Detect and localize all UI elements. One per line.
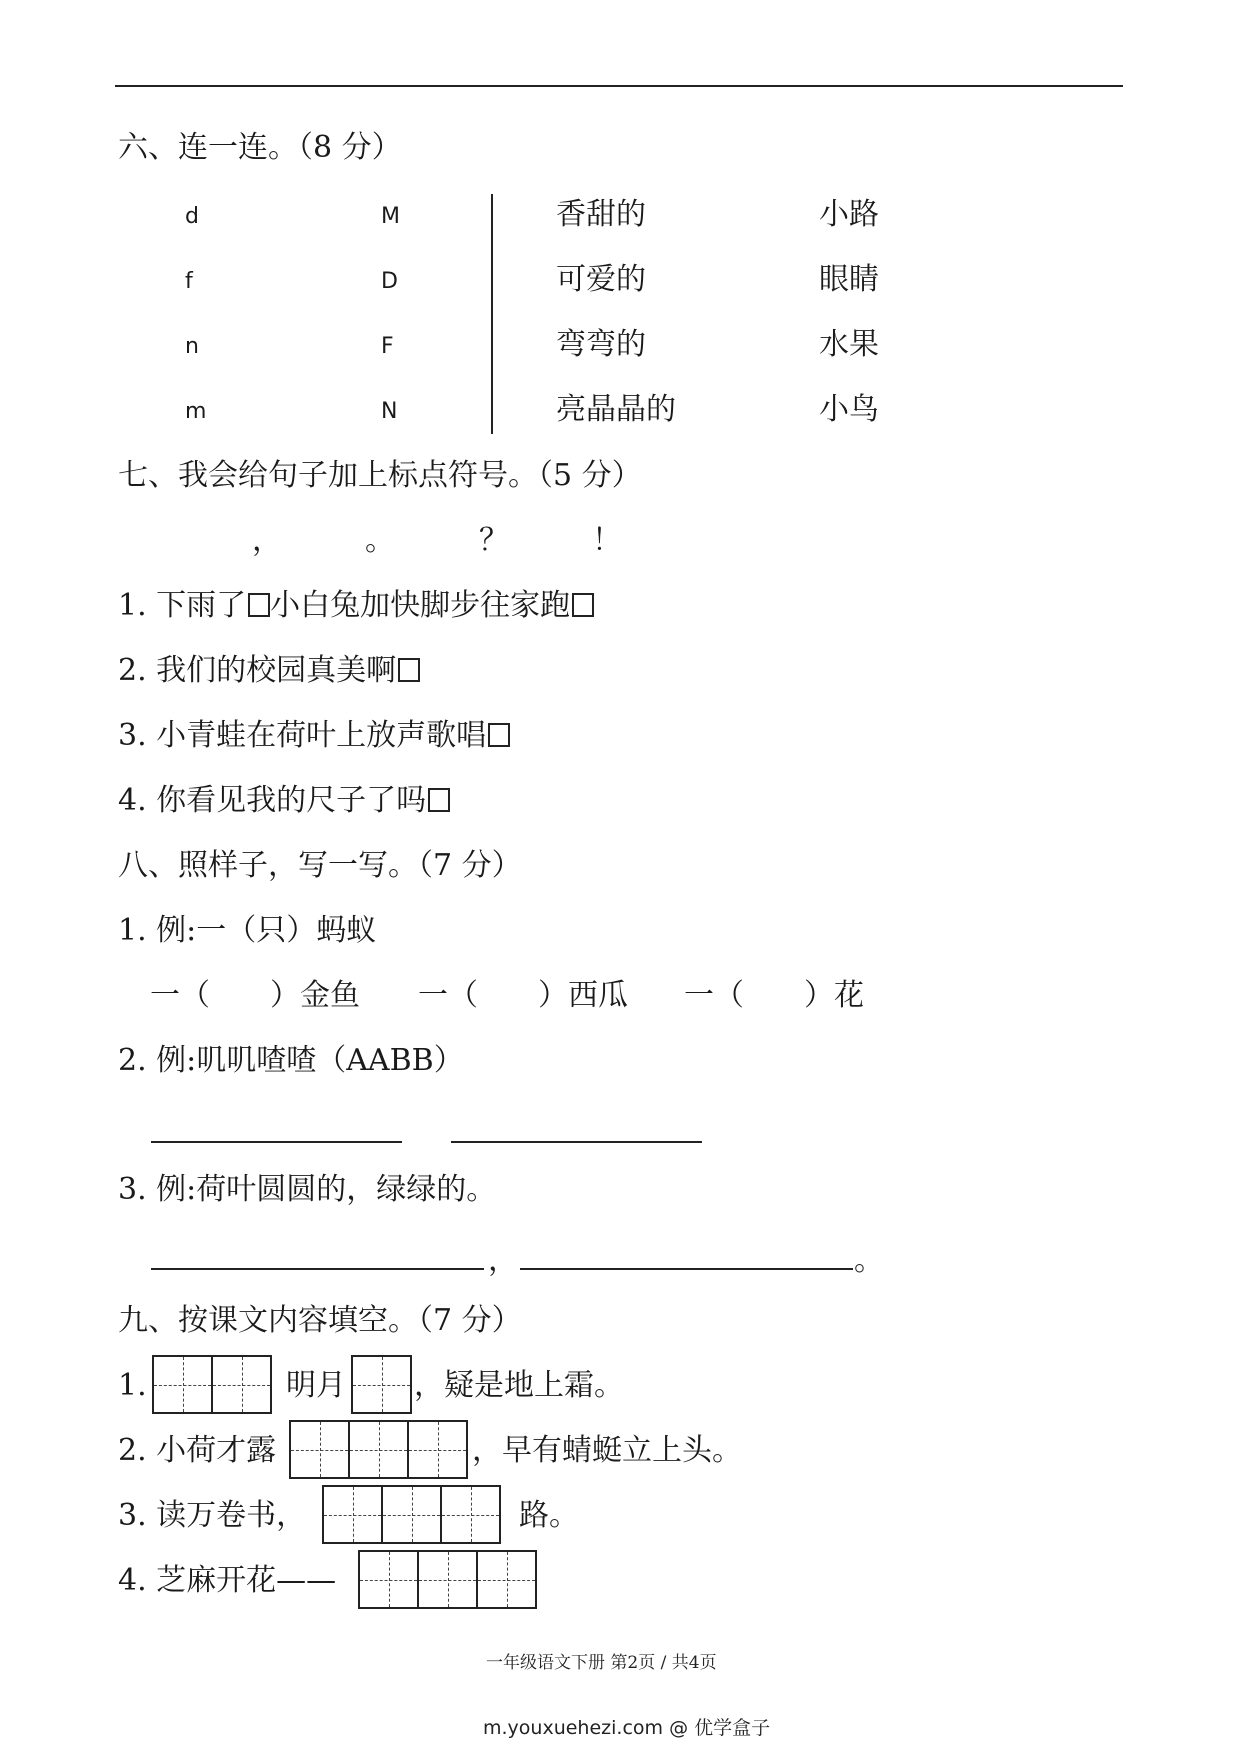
adjective: 弯弯的 — [556, 327, 646, 362]
tianzige-grid[interactable] — [322, 1485, 501, 1544]
fill-q4-start: 4. 芝麻开花—— — [118, 1563, 337, 1598]
measure-blank-goldfish[interactable]: 一（ ）金鱼 — [150, 978, 360, 1013]
letter-lower: m — [185, 399, 207, 424]
adjective: 可爱的 — [556, 262, 646, 297]
fill-q1-end: ，疑是地上霜。 — [414, 1368, 624, 1403]
measure-blank-watermelon[interactable]: 一（ ）西瓜 — [418, 978, 628, 1013]
adjective: 香甜的 — [556, 197, 646, 232]
section7-title: 七、我会给句子加上标点符号。（5 分） — [118, 458, 642, 493]
example-3: 3. 例:荷叶圆圆的，绿绿的。 — [118, 1172, 497, 1207]
answer-line[interactable] — [151, 1268, 484, 1270]
fill-q3-start: 3. 读万卷书， — [118, 1498, 307, 1533]
fill-q2-start: 2. 小荷才露 — [118, 1433, 277, 1468]
punct-blank-box[interactable] — [398, 658, 420, 682]
adjective: 亮晶晶的 — [556, 392, 676, 427]
page-info: 一年级语文下册 第2页 / 共4页 — [486, 1653, 717, 1673]
example-1: 1. 例:一（只）蚂蚁 — [118, 913, 377, 948]
noun: 水果 — [819, 327, 879, 362]
tianzige-grid[interactable] — [351, 1355, 412, 1414]
letter-lower: d — [185, 204, 199, 229]
tianzige-grid[interactable] — [289, 1420, 468, 1479]
punct-blank-box[interactable] — [248, 593, 270, 617]
section8-title: 八、照样子，写一写。（7 分） — [118, 848, 522, 883]
fill-q1-mid: 明月 — [286, 1368, 346, 1403]
period-mark: 。 — [854, 1243, 884, 1278]
punct-blank-box[interactable] — [428, 788, 450, 812]
punct-question: ？ — [479, 523, 509, 558]
answer-line[interactable] — [520, 1268, 853, 1270]
section9-title: 九、按课文内容填空。（7 分） — [118, 1303, 522, 1338]
letter-upper: D — [381, 269, 398, 294]
section6-title: 六、连一连。（8 分） — [118, 130, 402, 165]
punct-exclaim: ！ — [592, 523, 622, 558]
punct-blank-box[interactable] — [572, 593, 594, 617]
answer-line[interactable] — [151, 1141, 402, 1143]
fill-q2-end: ，早有蜻蜓立上头。 — [472, 1433, 742, 1468]
letter-lower: n — [185, 334, 199, 359]
measure-blank-flower[interactable]: 一（ ）花 — [684, 978, 864, 1013]
tianzige-grid[interactable] — [152, 1355, 272, 1414]
punct-comma: ， — [252, 523, 282, 558]
site-brand: m.youxuehezi.com @ 优学盒子 — [483, 1717, 771, 1739]
punct-period: 。 — [365, 523, 395, 558]
column-divider — [491, 194, 493, 434]
sentence-2: 2. 我们的校园真美啊 — [118, 653, 420, 689]
top-rule — [115, 85, 1123, 87]
sentence-1: 1. 下雨了 小白兔加快脚步往家跑 — [118, 588, 594, 624]
answer-line[interactable] — [451, 1141, 702, 1143]
letter-lower: f — [185, 269, 193, 294]
letter-upper: N — [381, 399, 398, 424]
letter-upper: F — [381, 334, 394, 359]
fill-q3-end: 路。 — [519, 1498, 579, 1533]
tianzige-grid[interactable] — [358, 1550, 537, 1609]
fill-q1-number: 1. — [118, 1368, 147, 1403]
punct-blank-box[interactable] — [488, 723, 510, 747]
letter-upper: M — [381, 204, 400, 229]
noun: 小鸟 — [819, 392, 879, 427]
example-2: 2. 例:叽叽喳喳（AABB） — [118, 1043, 464, 1078]
noun: 眼睛 — [819, 262, 879, 297]
sentence-4: 4. 你看见我的尺子了吗 — [118, 783, 450, 819]
noun: 小路 — [819, 197, 879, 232]
comma-mark: ， — [488, 1243, 518, 1278]
sentence-3: 3. 小青蛙在荷叶上放声歌唱 — [118, 718, 510, 754]
